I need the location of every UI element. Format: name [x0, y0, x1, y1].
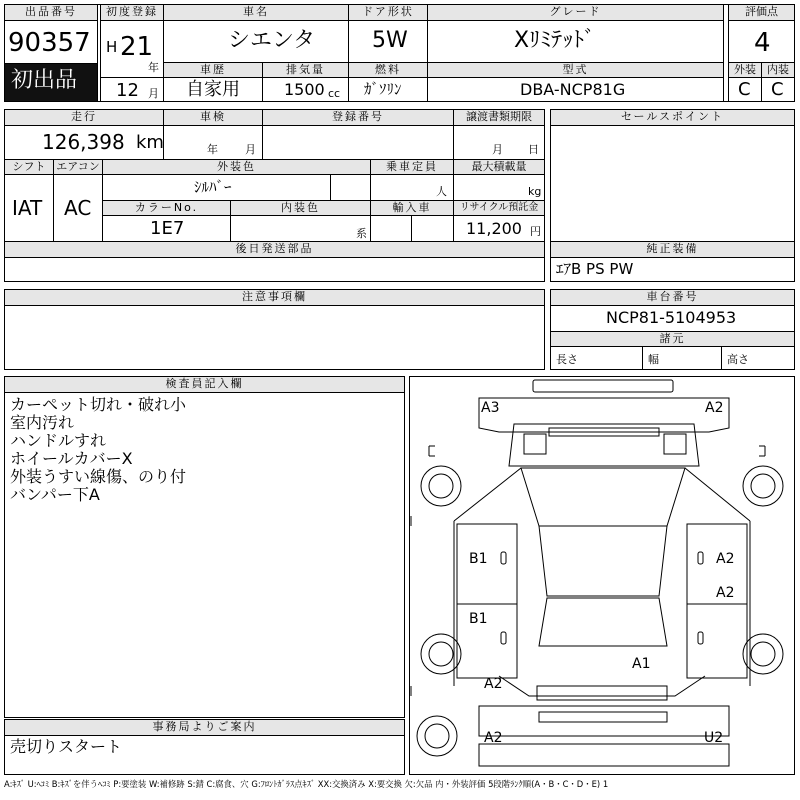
equipment-header: 純正装備 [550, 241, 795, 258]
sales-point-header: セールスポイント [550, 109, 795, 126]
shift-value: IAT [12, 196, 43, 220]
mileage-unit: km [136, 132, 164, 153]
history-header: 車歴 [163, 62, 263, 78]
inspector-lines [10, 396, 186, 504]
chassis-header: 車台番号 [550, 289, 795, 306]
interior-value: C [771, 79, 784, 100]
reg-number-header: 登録番号 [262, 109, 454, 126]
inspector-line: ホイールカバーX [10, 449, 133, 468]
car-name: シエンタ [228, 28, 316, 53]
score-value: 4 [754, 28, 771, 58]
fuel-value: ｶﾞｿﾘﾝ [364, 80, 402, 98]
lot-number: 90357 [8, 28, 91, 58]
recycle-header: リサイクル預託金 [453, 200, 545, 216]
chassis-value: NCP81-5104953 [606, 308, 737, 327]
ext-color-value: ｼﾙﾊﾞｰ [194, 178, 232, 196]
capacity-unit: 人 [436, 185, 447, 198]
recycle-value: 11,200 [466, 219, 522, 238]
damage-mark: A2 [484, 676, 503, 692]
car-diagram [409, 376, 795, 775]
mileage-value: 126,398 [42, 130, 125, 154]
inspection-header: 車検 [163, 109, 263, 126]
damage-mark: A2 [484, 730, 503, 746]
damage-mark: A3 [481, 400, 500, 416]
capacity-header: 乗車定員 [370, 159, 454, 175]
width-label: 幅 [648, 353, 659, 366]
notes-header: 注意事項欄 [4, 289, 545, 306]
displacement-unit: cc [328, 87, 341, 100]
dims-header: 諸元 [550, 331, 795, 347]
damage-mark: A2 [716, 551, 735, 567]
displacement-header: 排気量 [262, 62, 349, 78]
model-value: DBA-NCP81G [520, 80, 626, 99]
inspector-line: 外装うすい線傷、のり付 [10, 467, 187, 486]
door-value: 5W [372, 28, 408, 53]
length-label: 長さ [556, 353, 578, 366]
grade-header: グレード [427, 4, 724, 21]
car-name-header: 車名 [163, 4, 349, 21]
fuel-header: 燃料 [348, 62, 428, 78]
grade-value: Xﾘﾐﾃｯﾄﾞ [514, 28, 596, 53]
inspector-line: カーペット切れ・破れ小 [10, 395, 187, 414]
damage-mark: U2 [704, 730, 724, 746]
history-value: 自家用 [186, 79, 240, 100]
notes-cell [4, 305, 545, 370]
height-label: 高さ [727, 353, 749, 366]
equipment-value: ｴｱB PS PW [556, 260, 634, 278]
transfer-day-unit: 日 [528, 143, 539, 156]
legend-text: A:ｷｽﾞ U:ﾍｺﾐ B:ｷｽﾞを伴うﾍｺﾐ P:要塗装 W:補修跡 S:錆 C:腐食、穴 G:ﾌﾛﾝﾄｶﾞﾗｽ点ｷｽﾞ XX:交換済み X:要交換 欠:欠品 内・外装評価 5段階ﾗﾝｸ順(A・B・C・D・E) 1 [4, 779, 609, 789]
era-letter: H [106, 38, 118, 56]
office-text: 売切りスタート [10, 737, 123, 756]
inspector-header: 検査員記入欄 [4, 376, 405, 393]
damage-mark: A2 [716, 585, 735, 601]
lot-number-header: 出品番号 [4, 4, 98, 21]
int-color-unit: 系 [356, 227, 367, 240]
year-unit: 年 [148, 61, 159, 74]
inspector-line: 室内汚れ [10, 413, 75, 432]
color-no-header: カラーNo. [102, 200, 231, 216]
office-header: 事務局よりご案内 [4, 719, 405, 736]
color-no-value: 1E7 [150, 218, 185, 239]
import-header: 輸入車 [370, 200, 454, 216]
reg-year: 21 [120, 32, 154, 62]
interior-header: 内装 [761, 62, 795, 78]
reg-month: 12 [116, 80, 139, 101]
ac-header: エアコン [53, 159, 103, 175]
max-load-unit: kg [528, 185, 542, 198]
damage-mark: B1 [469, 611, 488, 627]
transfer-header: 譲渡書類期限 [453, 109, 545, 126]
inspector-line: ハンドルすれ [10, 431, 107, 450]
later-parts-header: 後日発送部品 [4, 241, 545, 258]
later-parts-cell [4, 257, 545, 282]
inspection-year-unit: 年 [207, 143, 218, 156]
sales-point-cell [550, 125, 795, 242]
exterior-header: 外装 [728, 62, 762, 78]
damage-mark: A1 [632, 656, 651, 672]
damage-mark: A2 [705, 400, 724, 416]
door-header: ドア形状 [348, 4, 428, 21]
ext-color-extra-cell [330, 174, 371, 201]
recycle-unit: 円 [530, 225, 541, 238]
reg-number-cell [262, 125, 454, 160]
ac-value: AC [64, 196, 92, 220]
shift-header: シフト [4, 159, 54, 175]
transfer-month-unit: 月 [492, 143, 503, 156]
month-unit: 月 [148, 87, 159, 100]
first-reg-header: 初度登録 [100, 4, 164, 21]
import-cell-a [370, 215, 412, 242]
damage-mark: B1 [469, 551, 488, 567]
model-header: 型式 [427, 62, 724, 78]
first-listing-text: 初出品 [11, 68, 78, 93]
inspection-month-unit: 月 [245, 143, 256, 156]
displacement-value: 1500 [284, 80, 325, 99]
int-color-cell [230, 215, 371, 242]
mileage-header: 走行 [4, 109, 164, 126]
ext-color-header: 外装色 [102, 159, 371, 175]
int-color-header: 内装色 [230, 200, 371, 216]
import-cell-b [411, 215, 454, 242]
score-header: 評価点 [728, 4, 795, 21]
max-load-header: 最大積載量 [453, 159, 545, 175]
inspector-line: バンパー下A [10, 485, 100, 504]
exterior-value: C [738, 79, 751, 100]
